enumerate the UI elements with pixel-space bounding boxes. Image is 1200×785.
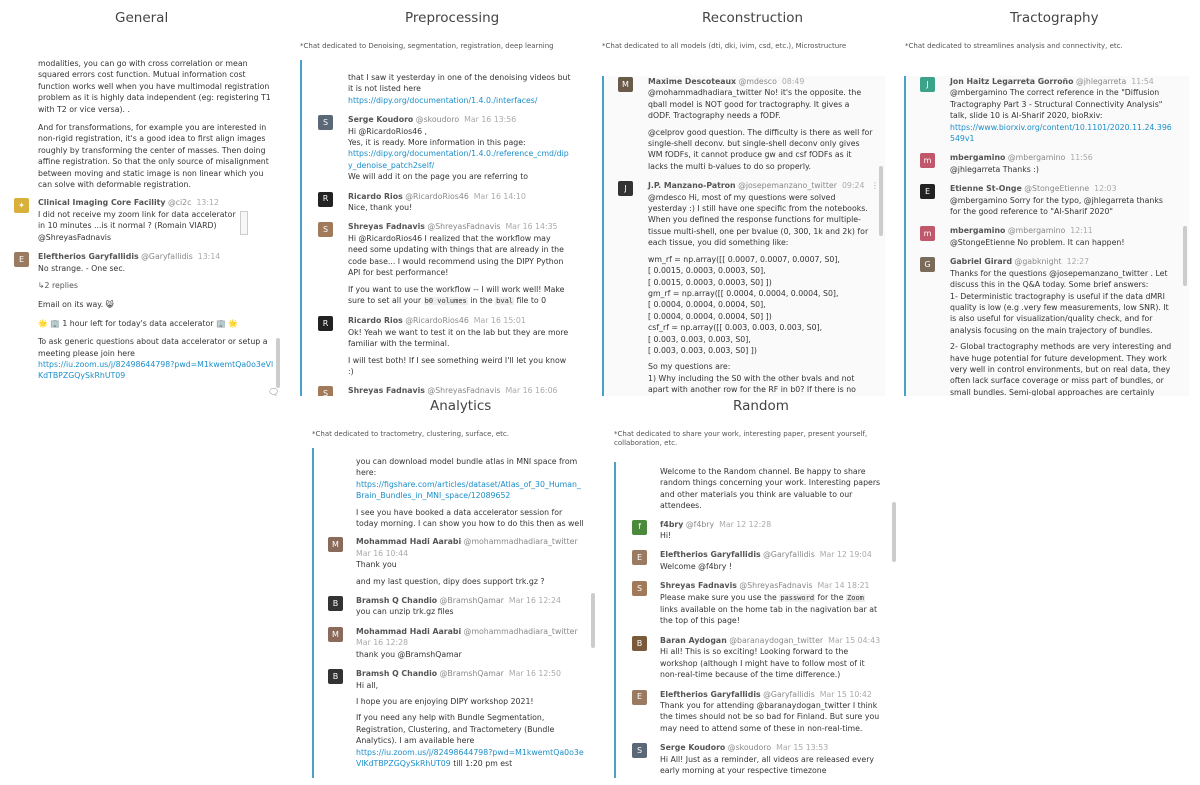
message-text: Welcome @f4bry ! xyxy=(660,561,733,571)
message xyxy=(314,595,599,618)
avatar[interactable]: f xyxy=(632,520,647,535)
panel-title-tractography: Tractography xyxy=(1010,10,1099,26)
timestamp: Mar 16 16:06 xyxy=(505,386,558,396)
message-text: Please make sure you use the xyxy=(660,592,777,602)
message xyxy=(616,519,900,542)
author-handle[interactable]: @mohammadhadiara_twitter xyxy=(463,537,578,547)
author-handle[interactable]: @mohammadhadiara_twitter xyxy=(463,626,578,636)
avatar[interactable]: J xyxy=(920,77,935,92)
avatar[interactable]: E xyxy=(632,690,647,705)
chat-panel-preprocessing[interactable] xyxy=(300,60,585,396)
message xyxy=(302,315,585,377)
timestamp: 12:03 xyxy=(1094,184,1117,194)
author-handle[interactable]: @BramshQamar xyxy=(439,596,504,606)
message-text: No strange. - One sec. xyxy=(38,263,126,273)
subtitle-preprocessing: *Chat dedicated to Denoising, segmentation, registration, deep learning xyxy=(300,42,554,50)
avatar[interactable]: E xyxy=(920,184,935,199)
author-handle[interactable]: @mbergamino xyxy=(1007,153,1066,163)
avatar[interactable]: B xyxy=(328,669,343,684)
message-text: I did not receive my zoom link for data accelerator in 10 minutes ...is it normal ? (Romain VIARD) @ShreyasFadnavis xyxy=(38,209,239,242)
scrollbar[interactable] xyxy=(879,166,883,236)
scrollbar[interactable] xyxy=(1183,226,1187,286)
avatar[interactable]: B xyxy=(632,636,647,651)
author-name[interactable]: Maxime Descoteaux xyxy=(648,77,737,86)
chat-panel-random[interactable] xyxy=(614,462,900,778)
message-text: @StongeEtienne No problem. It can happen! xyxy=(950,237,1125,247)
message-text: And for transformations, for example you are interested in non-rigid registration, it's a good idea to first align images roughly by transforming the center of masses. Then doing affine registration. So that the only source of misalignment between moving and static image is non linear which you can solve with deformable registration. xyxy=(38,123,272,190)
author-name[interactable]: Jon Haitz Legarreta Gorroño xyxy=(950,77,1074,86)
message-text: Ok! Yeah we want to test it on the lab but they are more familiar with the terminal. xyxy=(348,327,571,349)
message-text: @mbergamino Sorry for the typo, @jhlegarreta thanks for the good reference to "Al-Sharif 2020" xyxy=(950,195,1166,217)
panel-title-random: Random xyxy=(733,398,789,414)
message-text: @mohammadhadiara_twitter No! it's the opposite. the qball model is NOT good for tractography. It gives a dODF. Tractography needs a fODF. xyxy=(648,88,864,121)
avatar[interactable]: S xyxy=(632,743,647,758)
author-handle[interactable]: @Garyfallidis xyxy=(763,689,815,699)
avatar[interactable]: R xyxy=(318,192,333,207)
timestamp: 12:11 xyxy=(1070,226,1093,236)
author-handle[interactable]: @mbergamino xyxy=(1007,226,1066,236)
message-text: @mbergamino The correct reference in the "Diffusion Tractography Part 3 - Structural Connectivity Analysis" talk, slide 10 is Al-Sharif 2020, bioRxiv: xyxy=(950,88,1165,121)
avatar[interactable]: M xyxy=(328,627,343,642)
panel-title-preprocessing: Preprocessing xyxy=(405,10,500,26)
author-name[interactable]: Etienne St-Onge xyxy=(950,184,1022,194)
timestamp: Mar 15 13:53 xyxy=(776,743,829,753)
message xyxy=(302,114,585,182)
message-text: file to 0 xyxy=(516,295,547,305)
author-name[interactable]: Gabriel Girard xyxy=(950,257,1013,267)
message-text: Thank you xyxy=(356,560,397,570)
message-text: We will add it on the page you are referring to xyxy=(348,172,529,182)
author-handle[interactable]: @ci2c xyxy=(167,198,192,208)
timestamp: Mar 12 19:04 xyxy=(819,550,872,560)
message xyxy=(302,191,585,214)
message-text: Yes, it is ready. More information in this page: xyxy=(348,138,526,148)
timestamp: 08:49 xyxy=(781,77,805,86)
author-handle[interactable]: @Garyfallidis xyxy=(763,550,815,560)
message-text: So my questions are: 1) Why including the S0 with the other bvals and not apart with another row for the RF in b0? If there is no xyxy=(648,362,856,395)
author-name[interactable]: Ricardo Rios xyxy=(348,316,403,326)
author-handle[interactable]: @StongeEtienne xyxy=(1024,184,1090,194)
timestamp: Mar 12 12:28 xyxy=(719,519,772,529)
author-handle[interactable]: @jhlegarreta xyxy=(1075,77,1127,86)
message-text: 2- Global tractography methods are very interesting and have huge potential for future development. They work very well in control environments, but on real data, they often lack surface coverage or miss part of bundles, or small bundles. Semi-global approaches are certainly xyxy=(950,342,1174,396)
timestamp: Mar 16 13:56 xyxy=(464,115,517,125)
author-name[interactable]: Shreyas Fadnavis xyxy=(348,386,425,396)
author-handle[interactable]: @josepemanzano_twitter xyxy=(738,181,837,191)
message-text: Welcome to the Random channel. Be happy to share random things concerning your work. Interesting papers and other materials you think are valuable to our attendees. xyxy=(660,467,883,511)
timestamp: Mar 16 12:24 xyxy=(508,596,561,606)
subtitle-reconstruction: *Chat dedicated to all models (dti, dki, ivim, csd, etc.), Microstructure xyxy=(602,42,847,50)
message-text: that I saw it yesterday in one of the denoising videos but it is not listed here xyxy=(348,73,571,94)
avatar[interactable]: M xyxy=(618,77,633,92)
author-name[interactable]: Mohammad Hadi Aarabi xyxy=(356,537,462,547)
atlas-link[interactable]: https://figshare.com/articles/dataset/Atlas_of_30_Human_Brain_Bundles_in_MNI_space/12089652 xyxy=(356,479,581,501)
author-handle[interactable]: @gabknight xyxy=(1014,257,1062,267)
message xyxy=(302,221,585,307)
timestamp: Mar 16 12:50 xyxy=(508,669,561,679)
message-text: @celprov good question. The difficulty is there as well for single-shell deconv. but single-shell deconv only gives WM fODFs, it cannot produce gw and csf fODFs as it lacks the multi b-values to do so properly. xyxy=(648,127,875,171)
message-text: To ask generic questions about data accelerator or setup a meeting please join here xyxy=(38,337,268,358)
avatar[interactable]: R xyxy=(318,316,333,331)
message-text: and my last question, dipy does support trk.gz ? xyxy=(356,576,545,586)
timestamp: 11:56 xyxy=(1070,153,1093,163)
avatar[interactable]: m xyxy=(920,153,935,168)
subtitle-analytics: *Chat dedicated to tractometry, clustering, surface, etc. xyxy=(312,430,509,438)
message-text: I hope you are enjoying DIPY workshop 2021! xyxy=(356,696,534,706)
message xyxy=(302,385,585,396)
message-text: Nice, thank you! xyxy=(348,203,413,213)
message-text: If you need any help with Bundle Segmentation, Registration, Clustering, and Tractometery (Bundle Analytics). I am available here xyxy=(356,713,557,746)
chat-panel-reconstruction[interactable] xyxy=(602,76,885,396)
message xyxy=(906,183,1189,217)
inline-code: password xyxy=(780,593,815,602)
message xyxy=(906,76,1189,144)
textarea-scrollbar[interactable] xyxy=(240,211,248,235)
scrollbar[interactable] xyxy=(591,593,595,648)
scrollbar[interactable] xyxy=(892,502,896,562)
message-text: Hi All! Just as a reminder, all videos are released every early morning at your respective timezone xyxy=(660,754,877,775)
message-text: thank you @BramshQamar xyxy=(356,649,462,659)
avatar[interactable]: E xyxy=(14,252,29,267)
message-text: Email on its way. 😸 xyxy=(38,300,114,310)
message xyxy=(314,536,599,587)
docs-link[interactable]: https://dipy.org/documentation/1.4.0./reference_cmd/dipy_denoise_patch2self/ xyxy=(348,149,569,170)
subtitle-random: *Chat dedicated to share your work, interesting paper, present yourself, collaboration, etc. xyxy=(614,430,868,447)
author-handle[interactable]: @mdesco xyxy=(738,77,777,86)
timestamp: Mar 15 10:42 xyxy=(819,689,872,699)
code-block: wm_rf = np.array([[ 0.0007, 0.0007, 0.0007, S0], [ 0.0015, 0.0003, 0.0003, S0], [ 0.0015, 0.0003, 0.0003, S0] ]) gm_rf = np.array([[ 0.0004, 0.0004, 0.0004, S0], [ 0.0004, 0.0004, 0.0004, S0], [ 0.0004, 0.0004, 0.0004, S0] ]) csf_rf = np.array([[ 0.003, 0.003, 0.003, S0], [ 0.003, 0.003, 0.003, S0], [ 0.003, 0.003, 0.003, S0] ]) xyxy=(648,254,840,355)
message xyxy=(616,549,900,572)
avatar[interactable]: J xyxy=(618,181,633,196)
author-name[interactable]: Ricardo Rios xyxy=(348,191,403,201)
zoom-link[interactable]: https://iu.zoom.us/j/82498644798?pwd=M1kwemtQa0o3eVlKdTBPZGQySkRhUT09 xyxy=(38,359,274,381)
author-handle[interactable]: @ShreyasFadnavis xyxy=(427,222,501,232)
chat-panel-tractography[interactable] xyxy=(904,76,1189,396)
author-handle[interactable]: @f4bry xyxy=(685,519,715,529)
timestamp: 13:12 xyxy=(196,198,219,208)
message-text: @mdesco Hi, most of my questions were solved yesterday :) I still have one specific from the notebooks. When you defined the response functions for multiple-tissue multi-shell, one per bvalue (0, 300, 1k and 2k) for each tissue, you did something like: xyxy=(648,192,871,248)
author-handle[interactable]: @RicardoRios46 xyxy=(405,191,469,201)
author-name[interactable]: mbergamino xyxy=(950,153,1006,163)
author-handle[interactable]: @baranaydogan_twitter xyxy=(729,635,824,645)
panel-title-analytics: Analytics xyxy=(430,398,492,414)
message xyxy=(604,180,885,396)
timestamp: 09:24 xyxy=(841,181,865,191)
message xyxy=(8,251,286,291)
message xyxy=(616,635,900,681)
author-handle[interactable]: @BramshQamar xyxy=(439,669,504,679)
chat-panel-analytics[interactable] xyxy=(312,448,599,778)
message-text: 🌟 🏢 1 hour left for today's data accelerator 🏢 🌟 xyxy=(38,318,238,328)
zoom-link[interactable]: https://iu.zoom.us/j/82498644798?pwd=M1kwemtQa0o3eVlKdTBPZGQySkRhUT09 xyxy=(356,747,584,768)
author-name[interactable]: Eleftherios Garyfallidis xyxy=(660,689,761,699)
message xyxy=(616,689,900,735)
author-handle[interactable]: @ShreyasFadnavis xyxy=(739,581,813,591)
author-name[interactable]: Eleftherios Garyfallidis xyxy=(660,550,761,560)
message xyxy=(314,626,599,660)
timestamp: Mar 16 14:10 xyxy=(473,191,526,201)
timestamp: 12:27 xyxy=(1066,257,1090,267)
message-text: I see you have booked a data accelerator session for today morning. I can show you how to do this then as well xyxy=(356,507,584,529)
timestamp: Mar 16 15:01 xyxy=(473,316,526,326)
scrollbar[interactable] xyxy=(276,338,280,388)
author-name[interactable]: Shreyas Fadnavis xyxy=(660,581,737,591)
message-text: in the xyxy=(470,295,493,305)
message xyxy=(314,668,599,769)
panel-title-general: General xyxy=(115,10,169,26)
author-name[interactable]: f4bry xyxy=(660,519,684,529)
inline-code: b0 volumes xyxy=(424,296,467,305)
avatar[interactable]: G xyxy=(920,257,935,272)
author-name[interactable]: Bramsh Q Chandio xyxy=(356,596,438,606)
avatar[interactable]: ✦ xyxy=(14,198,29,213)
chat-panel-general[interactable] xyxy=(8,58,286,394)
message xyxy=(604,76,885,172)
message-text: Hi all! This is so exciting! Looking forward to the workshop (although I might have to follow most of it non-real-time because of the time difference.) xyxy=(660,647,868,680)
inline-code: Zoom xyxy=(847,593,864,602)
message-text: If you want to use the workflow -- I will work well! Make sure to set all your xyxy=(348,284,567,305)
timestamp: 11:54 xyxy=(1131,77,1154,86)
avatar[interactable]: M xyxy=(328,537,343,552)
author-handle[interactable]: @skoudoro xyxy=(415,115,460,125)
message-text: @jhlegarreta Thanks :) xyxy=(950,164,1039,174)
message xyxy=(8,197,286,243)
author-name[interactable]: Eleftherios Garyfallidis xyxy=(38,252,139,262)
author-name[interactable]: Baran Aydogan xyxy=(660,635,727,645)
timestamp: Mar 16 12:28 xyxy=(356,638,409,648)
author-name[interactable]: J.P. Manzano-Patron xyxy=(648,181,736,191)
author-name[interactable]: Bramsh Q Chandio xyxy=(356,669,438,679)
message-text: you can unzip trk.gz files xyxy=(356,607,454,617)
inline-code: bval xyxy=(496,296,513,305)
author-name[interactable]: Serge Koudoro xyxy=(348,115,414,125)
author-handle[interactable]: @Garyfallidis xyxy=(141,252,193,262)
thread-replies-link[interactable]: ↳2 replies xyxy=(38,280,78,290)
paper-link[interactable]: https://www.biorxiv.org/content/10.1101/2020.11.24.396549v1 xyxy=(950,122,1172,144)
avatar[interactable]: S xyxy=(318,222,333,237)
chat-icon[interactable]: 🗨 xyxy=(268,388,280,398)
message-text: till 1:20 pm est xyxy=(453,758,513,768)
message-text: Hi! xyxy=(660,531,672,541)
message xyxy=(906,152,1189,175)
message-text: Thanks for the questions @josepemanzano_twitter . Let discuss this in the Q&A today. Some brief answers: 1- Deterministic tractography is useful if the data dMRI quality is low (e.g .very few measurements, low SNR). It is also useful for visualization/quality check, and for analysis focusing on the main trajectory of bundles. xyxy=(950,268,1169,335)
message-text: Hi @RicardoRios46 I realized that the workflow may need some updating with things that are already in the code base... I would recommend using the DIPY Python API for best performance! xyxy=(348,233,567,278)
subtitle-tractography: *Chat dedicated to streamlines analysis and connectivity, etc. xyxy=(905,42,1123,50)
timestamp: Mar 15 04:43 xyxy=(828,635,881,645)
author-name[interactable]: Serge Koudoro xyxy=(660,743,726,753)
author-name[interactable]: Clinical Imaging Core Facility xyxy=(38,198,166,208)
avatar[interactable]: S xyxy=(318,386,333,396)
avatar[interactable]: m xyxy=(920,226,935,241)
message xyxy=(906,256,1189,396)
avatar[interactable]: E xyxy=(632,550,647,565)
timestamp: Mar 14 18:21 xyxy=(817,581,870,591)
timestamp: 13:14 xyxy=(197,252,221,262)
avatar[interactable]: B xyxy=(328,596,343,611)
author-name[interactable]: mbergamino xyxy=(950,226,1006,236)
message-text: for the xyxy=(817,592,844,602)
timestamp: Mar 16 14:35 xyxy=(505,222,558,232)
message xyxy=(616,580,900,627)
avatar[interactable]: S xyxy=(632,581,647,596)
message xyxy=(906,225,1189,248)
timestamp: Mar 16 10:44 xyxy=(356,548,409,558)
author-name[interactable]: Shreyas Fadnavis xyxy=(348,222,425,232)
panel-title-reconstruction: Reconstruction xyxy=(702,10,804,26)
message-text: links available on the home tab in the nagivation bar at the top of this page! xyxy=(660,605,880,626)
author-handle[interactable]: @ShreyasFadnavis xyxy=(427,386,501,396)
message-text: Thank you for attending @baranaydogan_twitter I think the times should not be so bad for Finland. But sure you may need to attend some of these in non-real-time. xyxy=(660,700,882,733)
message-text: Hi all, xyxy=(356,680,379,690)
author-handle[interactable]: @skoudoro xyxy=(727,743,772,753)
message-text: you can download model bundle atlas in MNI space from here: xyxy=(356,457,578,478)
docs-link[interactable]: https://dipy.org/documentation/1.4.0./interfaces/ xyxy=(348,95,538,105)
more-options-icon[interactable]: ⋮ xyxy=(871,181,879,191)
message-text: modalities, you can go with cross correlation or mean squared errors cost function. Mutual information cost function works well when you have multimodal registration problem as it is highly data independent (eg: registering T1 with T2 or vice versa). . xyxy=(38,59,274,114)
message-text: I will test both! If I see something weird I'll let you know :) xyxy=(348,355,569,376)
message-text: Hi @RicardoRios46 , xyxy=(348,126,428,136)
avatar[interactable]: S xyxy=(318,115,333,130)
author-handle[interactable]: @RicardoRios46 xyxy=(405,316,469,326)
message xyxy=(616,742,900,776)
author-name[interactable]: Mohammad Hadi Aarabi xyxy=(356,626,462,636)
